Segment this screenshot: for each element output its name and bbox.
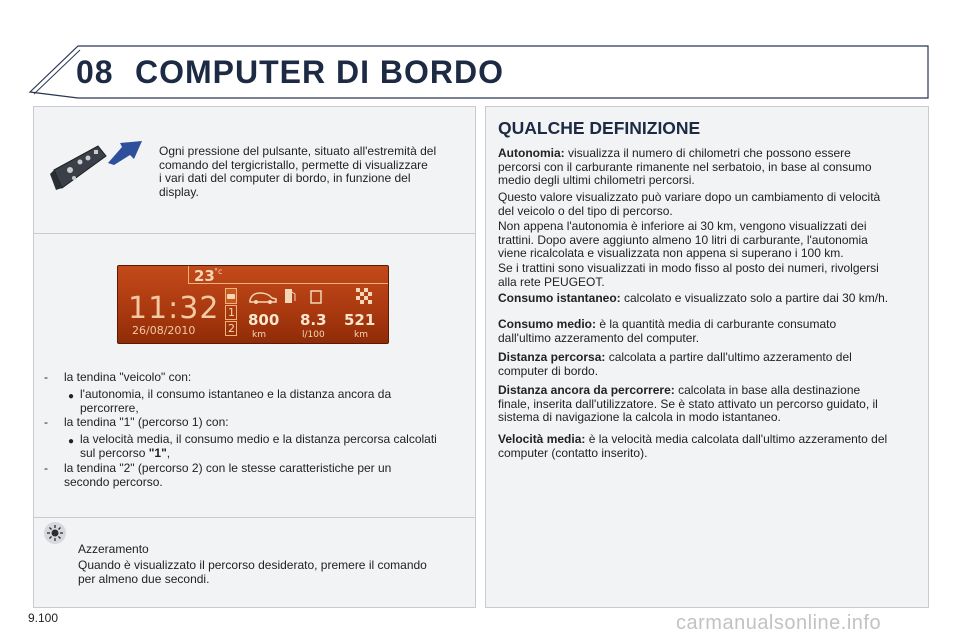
def-questo: Questo valore visualizzato può variare dopo un cambiamento di velocità del veicolo o del tipo di percorso. [498, 190, 881, 218]
def-velocita-media: Velocità media: è la velocità media calcolata dall'ultimo azzeramento del computer (contatto inserito). [498, 432, 888, 460]
def-non-appena: Non appena l'autonomia è inferiore ai 30 km, vengono visualizzati dei trattini. Dopo avere aggiunto almeno 10 litri di carburante, l'autonomia viene ricalcolata e visualizzata non appena si superano i 100 km. [498, 219, 868, 260]
chapter-number: 08 [76, 54, 114, 90]
settings-sun-icon [44, 522, 66, 544]
def-se-trattini: Se i trattini sono visualizzati in modo fisso al posto dei numeri, rivolgersi alla rete PEUGEOT. [498, 261, 879, 289]
fuel-can-icon [310, 288, 322, 304]
list-bullet-1: ● [68, 391, 75, 402]
list-item-2-sub: la velocità media, il consumo medio e la distanza percorsa calcolati sul percorso "1", [80, 432, 437, 460]
def-consumo-istantaneo: Consumo istantaneo: calcolato e visualizzato solo a partire dai 30 km/h. [498, 291, 889, 305]
distance-value: 521 [344, 311, 376, 329]
temperature-unit: °c [214, 267, 223, 276]
def-distanza-da-percorrere: Distanza ancora da percorrere: calcolata in base alla destinazione finale, inserita dall'utilizzatore. Se è stato attivato un percorso guidato, il sistema di navigazione la calcola in modo istantaneo. [498, 383, 878, 424]
list-item-2: la tendina "1" (percorso 1) con: [64, 415, 229, 429]
watermark: carmanualsonline.info [676, 612, 882, 634]
consumption-unit: l/100 [302, 330, 325, 340]
list-bullet-2: ● [68, 436, 75, 447]
wiper-stalk-icon [50, 140, 110, 195]
page-number: 9.100 [28, 611, 59, 625]
def-consumo-medio: Consumo medio: è la quantità media di carburante consumato dall'ultimo azzeramento del computer. [498, 317, 837, 345]
intro-text: Ogni pressione del pulsante, situato all'estremità del comando del tergicristallo, permette di visualizzare i vari dati del computer di bordo, in funzione del display. [159, 144, 437, 199]
consumption-value: 8.3 [300, 311, 327, 329]
left-divider-2 [34, 517, 475, 518]
clock-date: 26/08/2010 [132, 324, 196, 337]
autonomy-car-icon [248, 290, 278, 304]
tab-trip-2-label: 2 [228, 322, 235, 335]
def-autonomia: Autonomia: visualizza il numero di chilometri che possono essere percorsi con il carburante rimanente nel serbatoio, in base al consumo medio degli ultimi chilometri percorsi. [498, 146, 872, 187]
reset-text: Quando è visualizzato il percorso desiderato, premere il comando per almeno due secondi. [78, 558, 427, 586]
temperature-value: 23 [194, 267, 215, 285]
pointer-arrow-icon [108, 141, 142, 165]
autonomy-value: 800 [248, 311, 280, 329]
fuel-pump-icon [284, 288, 296, 304]
def-distanza-percorsa: Distanza percorsa: calcolata a partire dall'ultimo azzeramento del computer di bordo. [498, 350, 852, 378]
car-tab-icon [226, 291, 236, 301]
distance-unit: km [354, 330, 368, 340]
definitions-title: QUALCHE DEFINIZIONE [498, 118, 701, 138]
checkered-flag-icon [356, 288, 372, 304]
page-title: COMPUTER DI BORDO [135, 54, 504, 90]
list-item-1-sub: l'autonomia, il consumo istantaneo e la distanza ancora da percorrere, [80, 387, 392, 415]
reset-title: Azzeramento [78, 542, 149, 556]
clock-time: 11:32 [128, 291, 220, 326]
left-divider-1 [34, 233, 475, 234]
autonomy-unit: km [252, 330, 266, 340]
trip-computer-display [117, 265, 389, 344]
tab-trip-1-label: 1 [228, 306, 235, 319]
list-dash-2: - [44, 415, 48, 429]
list-item-3: la tendina "2" (percorso 2) con le stesse caratteristiche per un secondo percorso. [64, 461, 392, 489]
list-item-1: la tendina "veicolo" con: [64, 370, 192, 384]
list-dash-1: - [44, 370, 48, 384]
list-dash-3: - [44, 461, 48, 475]
